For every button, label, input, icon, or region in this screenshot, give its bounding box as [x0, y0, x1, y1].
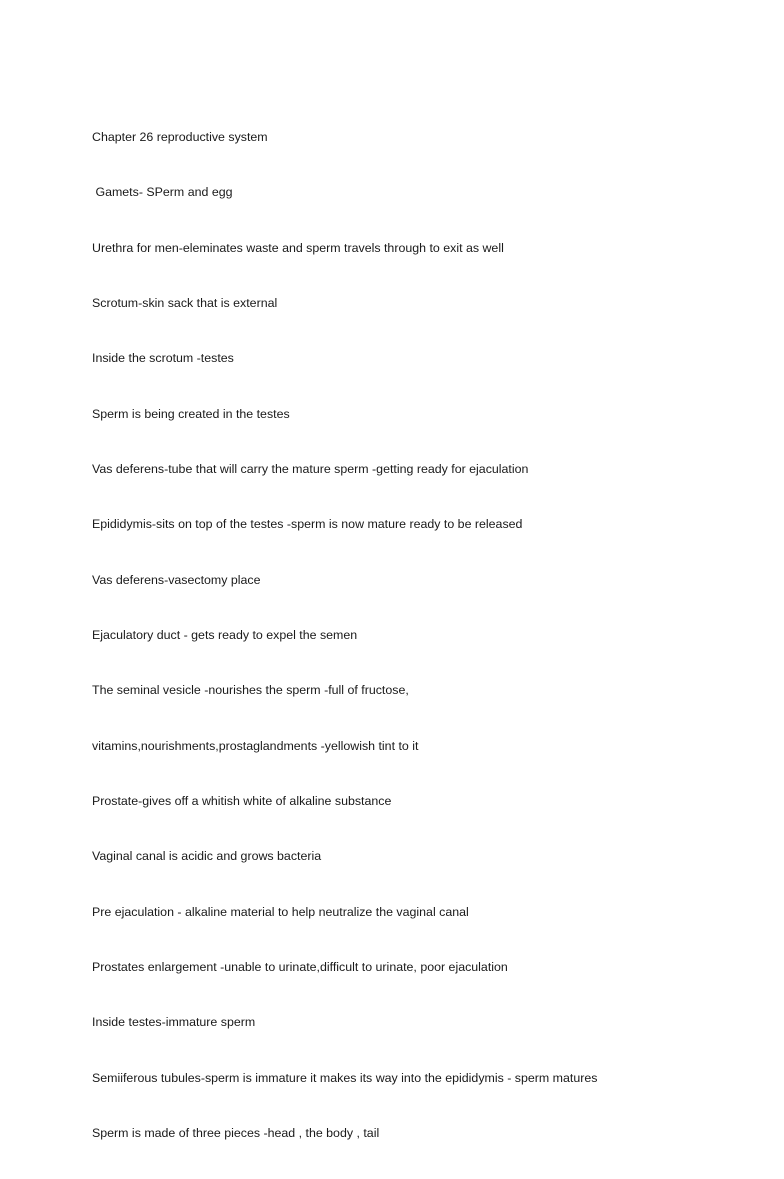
text-line: Ejaculatory duct - gets ready to expel the semen: [92, 628, 358, 642]
notes-text: [92, 91, 597, 1179]
text-line: vitamins,nourishments,prostaglandments -yellowish tint to it: [92, 738, 419, 753]
text-line: Semiiferous tubules-sperm is immature it makes its way into the epididymis - sperm matures: [92, 1070, 598, 1085]
text-line: Sperm is made of three pieces -head , the body , tail: [92, 1126, 380, 1141]
text-line: Prostate-gives off a whitish white of alkaline substance: [92, 794, 392, 809]
text-line: Vas deferens-vasectomy place: [92, 572, 261, 587]
text-line: Vaginal canal is acidic and grows bacteria: [92, 849, 322, 864]
text-line: The seminal vesicle -nourishes the sperm -full of fructose,: [92, 683, 409, 698]
text-line: Urethra for men-eleminates waste and sperm travels through to exit as well: [92, 240, 504, 255]
text-line: Scrotum-skin sack that is external: [92, 295, 278, 310]
text-line: Inside testes-immature sperm: [92, 1015, 256, 1030]
text-line: Vas deferens-tube that will carry the mature sperm -getting ready for ejaculation: [92, 461, 529, 476]
heading-line: Chapter 26 reproductive system: [92, 129, 268, 144]
text-line: Inside the scrotum -testes: [92, 351, 234, 366]
text-line: Epididymis-sits on top of the testes -sperm is now mature ready to be released: [92, 517, 523, 532]
text-line: Sperm is being created in the testes: [92, 406, 290, 421]
text-line: Prostates enlargement -unable to urinate,difficult to urinate, poor ejaculation: [92, 960, 508, 975]
text-line: Pre ejaculation - alkaline material to help neutralize the vaginal canal: [92, 904, 469, 919]
text-line: Gamets- SPerm and egg: [92, 185, 233, 200]
